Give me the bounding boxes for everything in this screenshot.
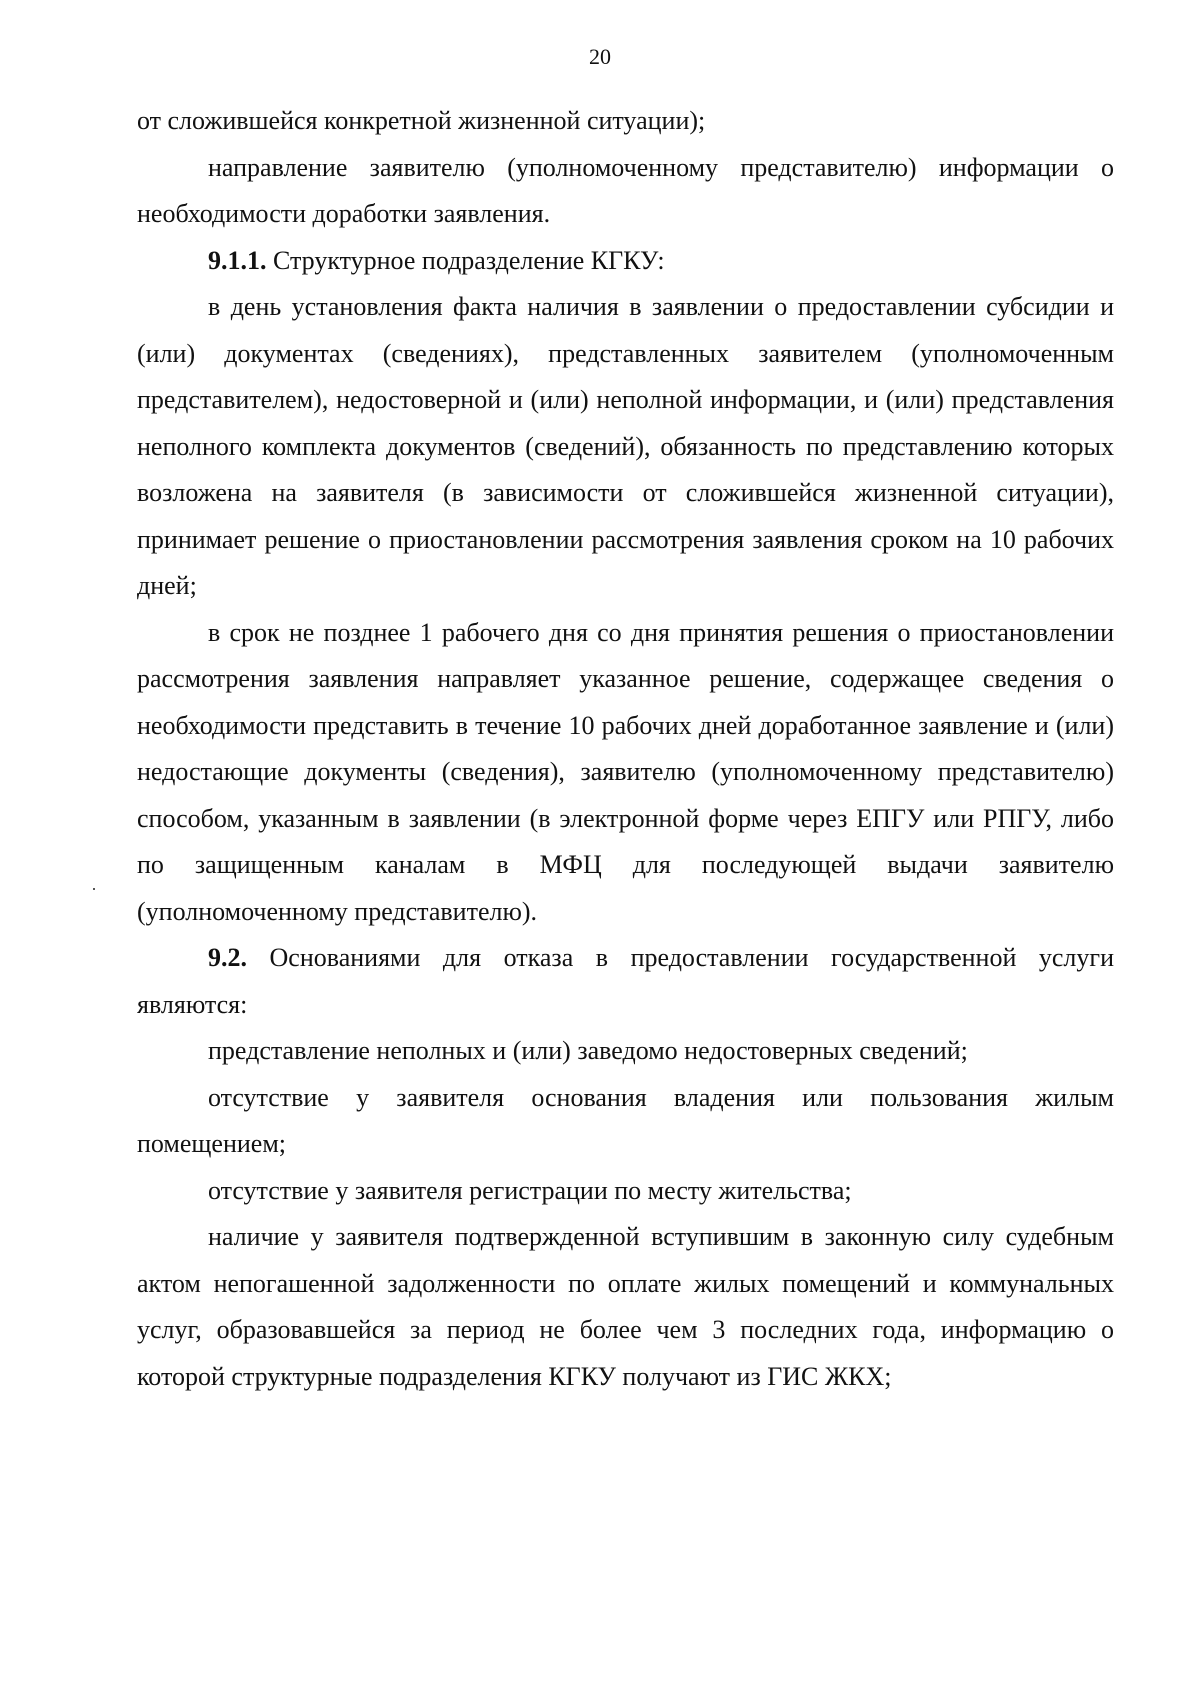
paragraph-text: Основаниями для отказа в предоставлении государственной услуги являются: <box>137 943 1114 1019</box>
document-body <box>137 98 1114 1400</box>
paragraph-refusal-ground-4 <box>137 1214 1114 1400</box>
paragraph-text: направление заявителю (уполномоченному представителю) информации о необходимости доработки заявления. <box>137 152 1114 228</box>
section-number: 9.1.1. <box>208 245 267 275</box>
paragraph-refusal-ground-2 <box>137 1075 1114 1168</box>
paragraph-text: в срок не позднее 1 рабочего дня со дня принятия решения о приостановлении рассмотрения заявления направляет указанное решение, содержащее сведения о необходимости представить в течение 10 рабочих дней доработанное заявление и (или) недостающие документы (сведения), заявителю (уполномоченному представителю) способом, указанным в заявлении (в электронной форме через ЕПГУ или РПГУ, либо по защищенным каналам в МФЦ для последующей выдачи заявителю (уполномоченному представителю). <box>137 617 1114 926</box>
paragraph-text: представление неполных и (или) заведомо недостоверных сведений; <box>208 1036 968 1065</box>
paragraph-refusal-ground-3 <box>137 1168 1114 1215</box>
paragraph-text: отсутствие у заявителя регистрации по месту жительства; <box>208 1175 852 1205</box>
paragraph-notification <box>137 145 1114 238</box>
paragraph-suspension-decision <box>137 284 1114 610</box>
paragraph-text: отсутствие у заявителя основания владения или пользования жилым помещением; <box>137 1082 1114 1158</box>
paragraph-text: от сложившейся конкретной жизненной ситуации); <box>137 106 706 135</box>
paragraph-section-9-2 <box>137 935 1114 1028</box>
paragraph-text: наличие у заявителя подтвержденной вступившим в законную силу судебным актом непогашенной задолженности по оплате жилых помещений и коммунальных услуг, образовавшейся за период не более чем 3 последних года, информацию о которой структурные подразделения КГКУ получают из ГИС ЖКХ; <box>137 1222 1114 1391</box>
paragraph-section-9-1-1 <box>137 238 1114 285</box>
page-number: 20 <box>589 44 611 69</box>
paragraph-continuation <box>137 98 1114 145</box>
paragraph-text: в день установления факта наличия в заявлении о предоставлении субсидии и (или) документах (сведениях), представленных заявителем (уполномоченным представителем), недостоверной и (или) неполной информации, и (или) представления неполного комплекта документов (сведений), обязанность по представлению которых возложена на заявителя (в зависимости от сложившейся жизненной ситуации), принимает решение о приостановлении рассмотрения заявления сроком на 10 рабочих дней; <box>137 292 1114 600</box>
paragraph-refusal-ground-1 <box>137 1028 1114 1075</box>
paragraph-decision-sending <box>137 610 1114 936</box>
scan-speck <box>93 888 95 890</box>
section-number: 9.2. <box>208 943 247 972</box>
paragraph-text: Структурное подразделение КГКУ: <box>266 245 665 275</box>
